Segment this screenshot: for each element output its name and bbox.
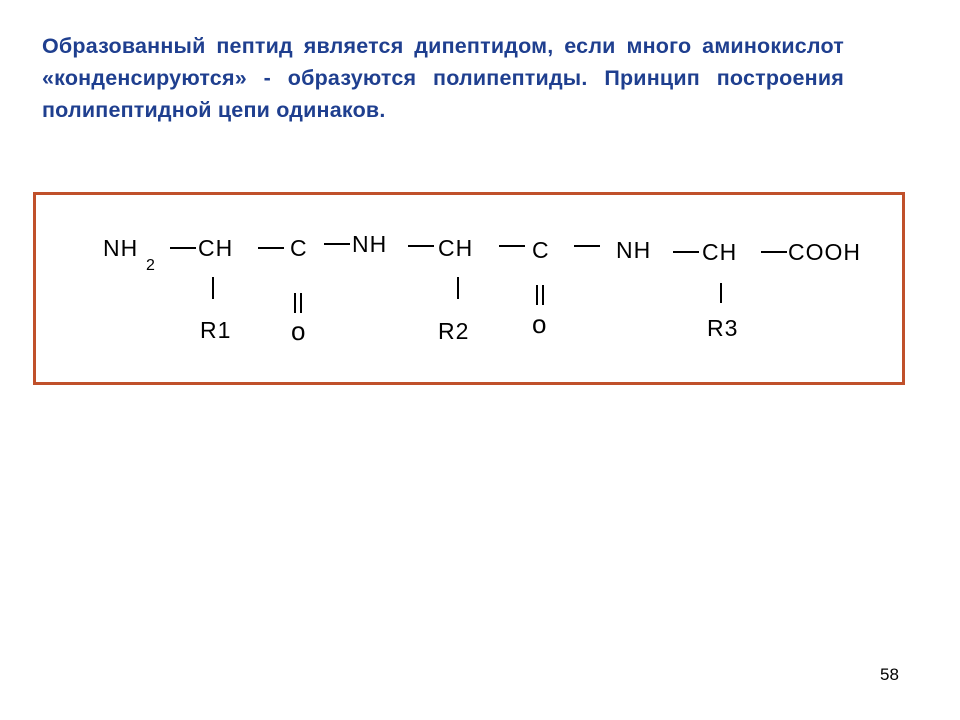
double-bond-c2-o2 xyxy=(536,285,544,305)
bond-ch1-r1 xyxy=(212,277,214,299)
bond-ch2-c2 xyxy=(499,245,525,247)
bond-nh1-ch2 xyxy=(408,245,434,247)
nh2-group: NH xyxy=(103,235,139,261)
peptide-formula-box xyxy=(33,192,905,385)
ch-group-2: CH xyxy=(438,235,474,261)
intro-paragraph: Образованный пептид является дипептидом, если много аминокислот «конденсируются» - образуются полипептиды. Принцип построения полипептидной цепи одинаков. xyxy=(42,34,844,122)
nh-group-2: NH xyxy=(616,237,652,263)
double-bond-c1-o1 xyxy=(294,293,302,313)
r1-group: R1 xyxy=(200,317,232,343)
ch-group-1: CH xyxy=(198,235,234,261)
bond-ch2-r2 xyxy=(457,277,459,299)
ch-group-3: CH xyxy=(702,239,738,265)
page-number: 58 xyxy=(880,665,899,684)
bond-ch3-cooh xyxy=(761,251,787,253)
bond-ch3-r3 xyxy=(720,283,722,303)
o-carbonyl-1: o xyxy=(291,316,307,346)
bond-c1-nh1 xyxy=(324,243,350,245)
c-carbonyl-1: C xyxy=(290,235,308,261)
nh-group-1: NH xyxy=(352,231,388,257)
r2-group: R2 xyxy=(438,318,470,344)
r3-group: R3 xyxy=(707,315,739,341)
nh2-subscript: 2 xyxy=(146,257,155,274)
bond-ch1-c1 xyxy=(258,247,284,249)
c-carbonyl-2: C xyxy=(532,237,550,263)
bond-nh2-ch3 xyxy=(673,251,699,253)
bond-c2-nh2 xyxy=(574,245,600,247)
cooh-group: COOH xyxy=(788,239,861,265)
o-carbonyl-2: o xyxy=(532,309,548,339)
bond-nh2-ch1 xyxy=(170,247,196,249)
